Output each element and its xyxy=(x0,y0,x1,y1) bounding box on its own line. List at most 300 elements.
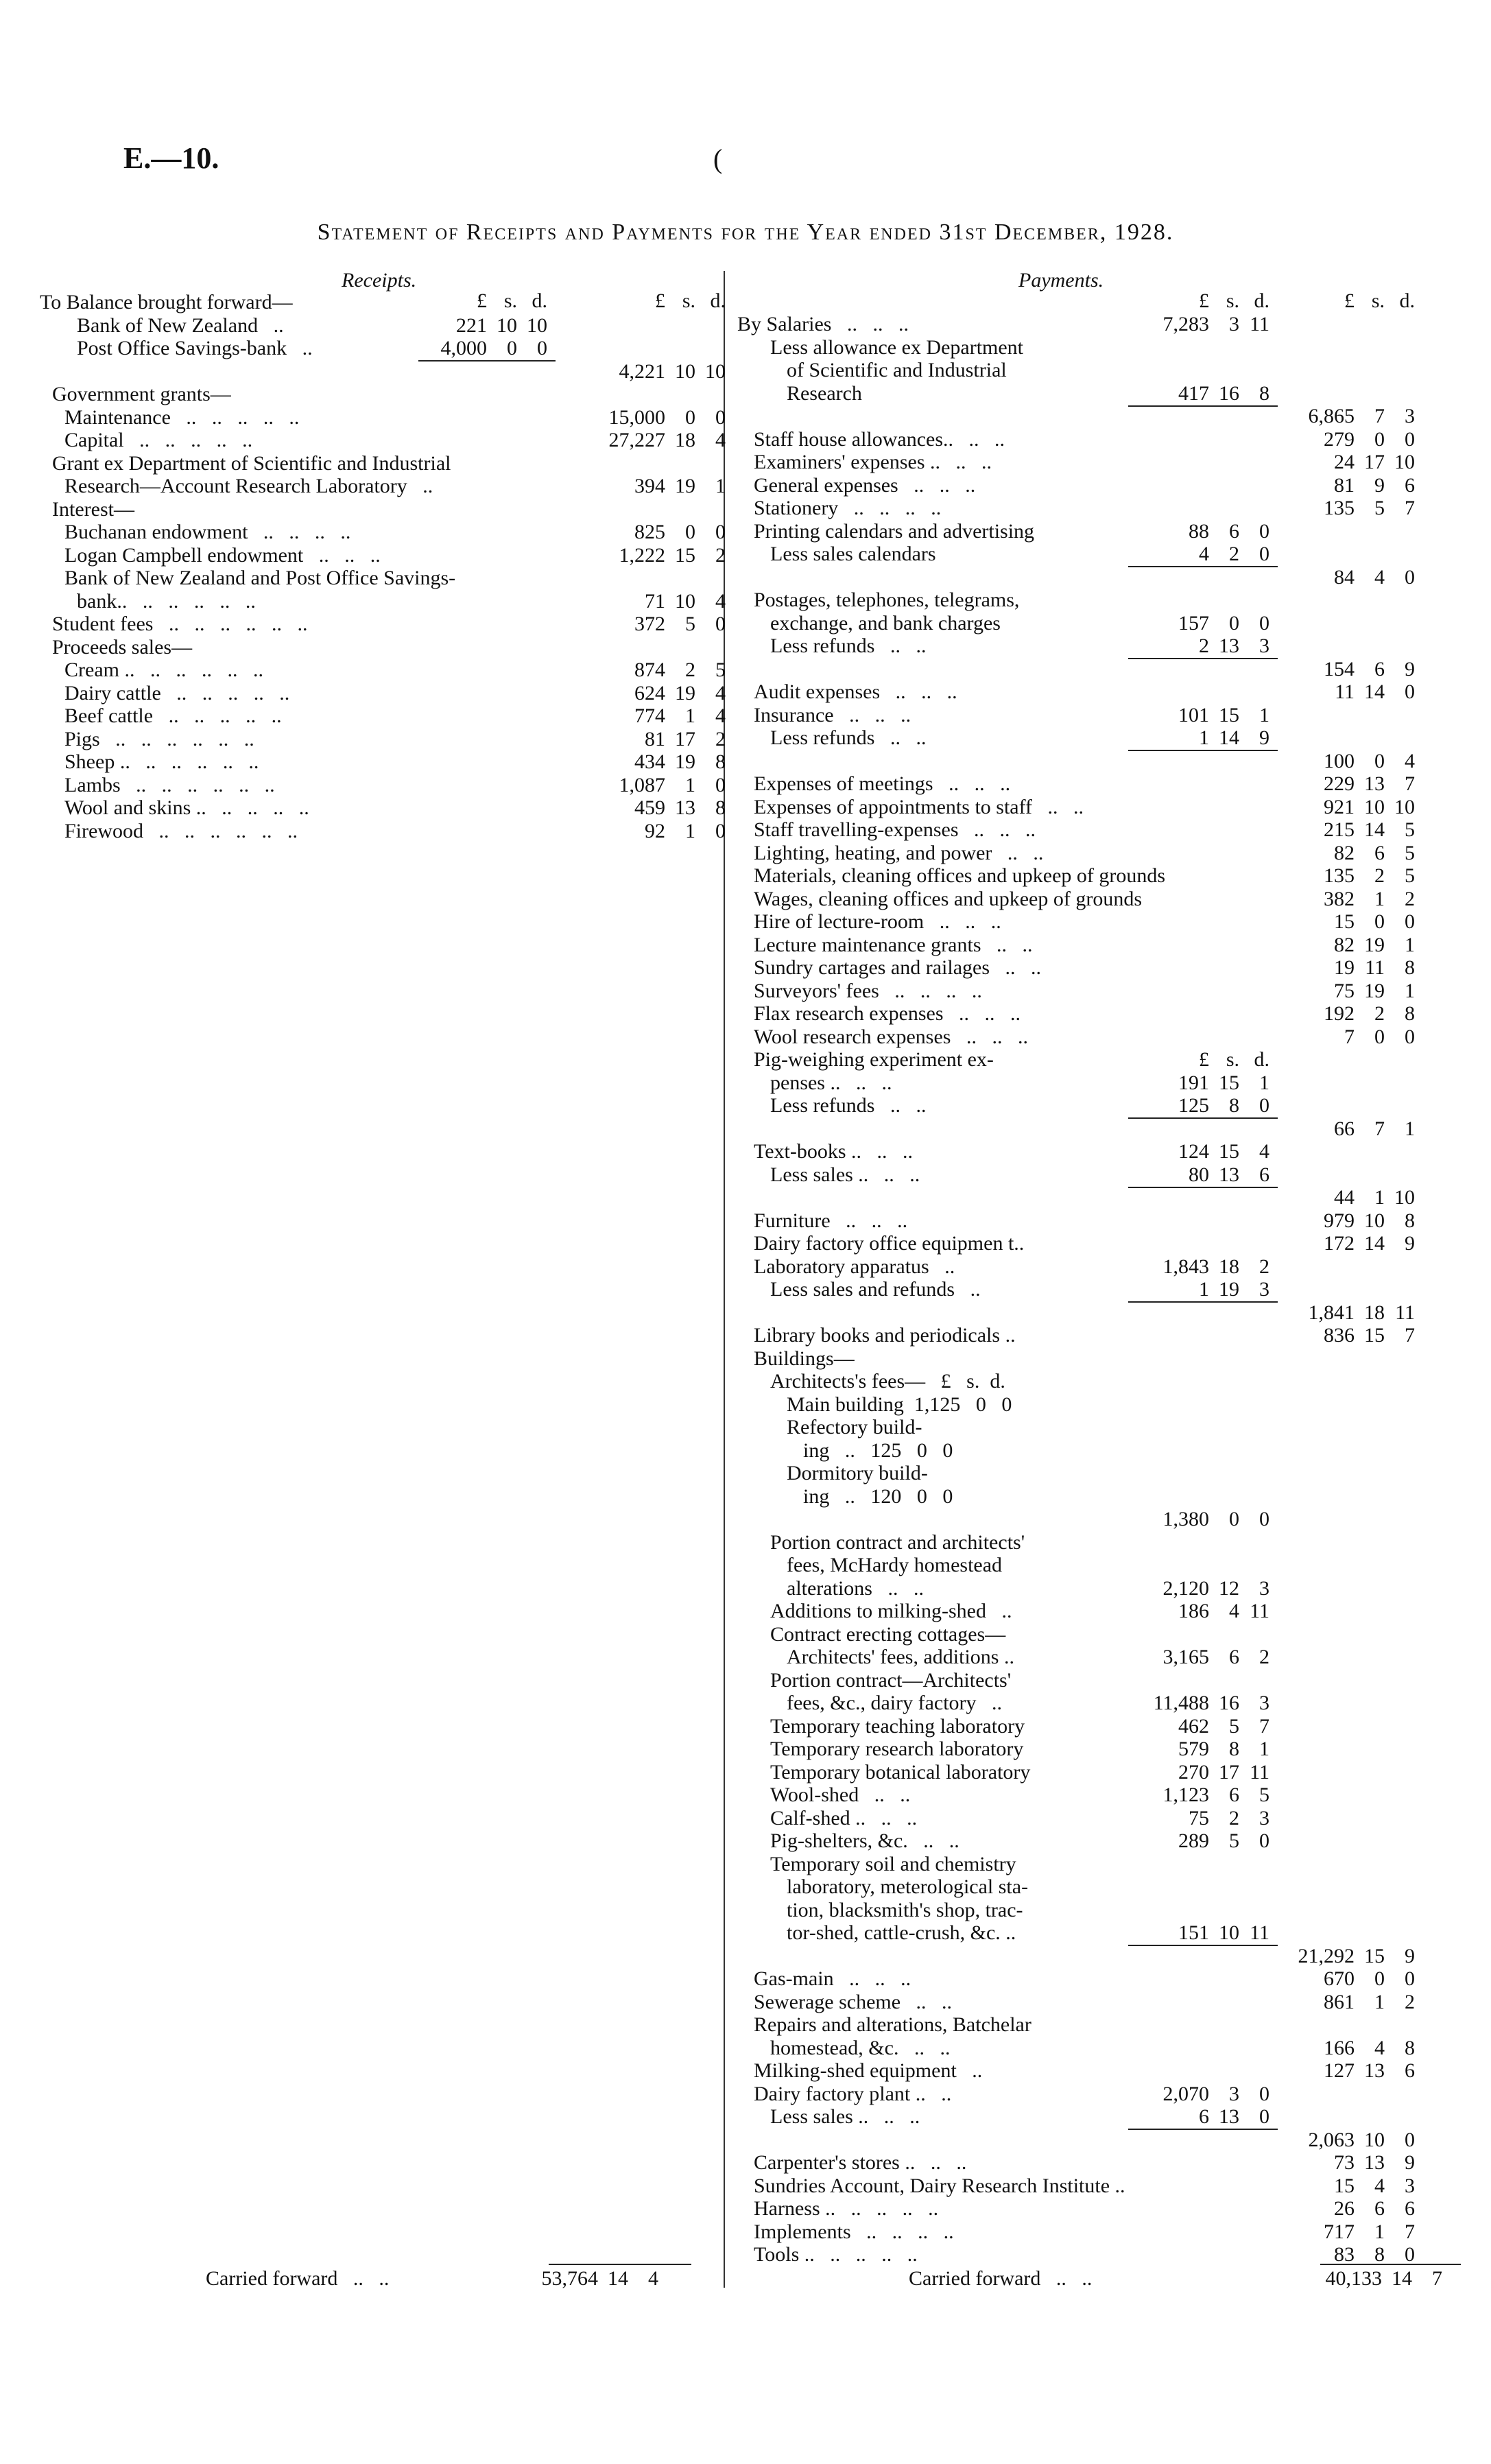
payments-shillings: 5 xyxy=(1374,497,1385,519)
payments-pounds: 75 xyxy=(1189,1806,1209,1829)
receipts-row-label: Dairy cattle .. .. .. .. .. xyxy=(64,681,290,704)
payments-pounds: 84 xyxy=(1334,565,1355,589)
receipts-carried-forward xyxy=(206,2267,700,2290)
payments-money-header xyxy=(1134,289,1269,313)
payments-row xyxy=(737,1899,1468,1922)
payments-row xyxy=(737,1646,1468,1669)
payments-amount-c2 xyxy=(1279,796,1415,819)
payments-header-unit: £ xyxy=(1344,289,1355,312)
payments-row-label: Less allowance ex Department xyxy=(770,335,1024,359)
receipts-shillings: 15 xyxy=(675,543,695,567)
payments-shillings: 2 xyxy=(1229,1806,1239,1829)
payments-row-label: Temporary research laboratory xyxy=(770,1738,1024,1760)
payments-row xyxy=(737,1807,1468,1830)
report-code: E.—10. xyxy=(123,141,219,175)
receipts-row xyxy=(40,727,726,751)
payments-row-label: fees, McHardy homestead xyxy=(787,1554,1003,1576)
payments-amount-c1 xyxy=(1134,1761,1269,1784)
receipts-pence: 0 xyxy=(715,819,726,842)
payments-row xyxy=(737,980,1468,1003)
payments-amount-c1 xyxy=(1134,1577,1269,1600)
payments-row-label: Less refunds .. .. xyxy=(770,635,927,657)
payments-pounds: 836 xyxy=(1324,1324,1355,1347)
payments-pounds: 6,865 xyxy=(1308,405,1355,427)
receipts-header-unit: d. xyxy=(532,289,547,312)
payments-row xyxy=(737,474,1468,497)
receipts-amount-c2 xyxy=(602,659,726,682)
payments-pounds: 26 xyxy=(1334,2197,1355,2220)
payments-pounds: 15 xyxy=(1334,2174,1355,2197)
payments-shillings: 15 xyxy=(1219,1140,1239,1163)
payments-shillings: 13 xyxy=(1364,2059,1385,2082)
payments-row xyxy=(737,1094,1468,1117)
receipts-pence: 0 xyxy=(715,613,726,635)
payments-row-label: Surveyors' fees .. .. .. .. xyxy=(754,979,982,1002)
payments-row xyxy=(737,864,1468,888)
payments-amount-c2 xyxy=(1279,2037,1415,2060)
payments-row-label: penses .. .. .. xyxy=(770,1071,892,1094)
payments-pence: 7 xyxy=(1405,2220,1415,2243)
receipts-carried-pence: 4 xyxy=(648,2267,658,2290)
payments-pence: 0 xyxy=(1259,1508,1269,1530)
payments-pence: 9 xyxy=(1405,657,1415,680)
receipts-pence: 4 xyxy=(715,704,726,727)
page-mark: ( xyxy=(713,143,723,174)
payments-header-unit: s. xyxy=(1371,289,1385,312)
payments-pence: 0 xyxy=(1259,2082,1269,2105)
receipts-pounds: 372 xyxy=(634,613,665,635)
receipts-shillings: 19 xyxy=(675,475,695,497)
receipts-pounds: 825 xyxy=(634,521,665,543)
payments-pence: 11 xyxy=(1250,1921,1269,1944)
payments-amount-c2 xyxy=(1279,2220,1415,2244)
payments-amount-c2 xyxy=(1279,956,1415,980)
payments-row-label: Temporary botanical laboratory xyxy=(770,1760,1031,1784)
payments-row xyxy=(737,750,1468,773)
payments-amount-c2 xyxy=(1279,2129,1415,2152)
payments-shillings: 3 xyxy=(1229,313,1239,335)
payments-row xyxy=(737,428,1468,451)
payments-amount-c2 xyxy=(1279,2197,1415,2220)
receipts-pounds: 4,000 xyxy=(440,337,487,359)
payments-shillings: 13 xyxy=(1219,635,1239,657)
payments-row xyxy=(737,1967,1468,1991)
receipts-row-label: Wool and skins .. .. .. .. .. xyxy=(64,796,309,819)
payments-pounds: 717 xyxy=(1324,2220,1355,2243)
payments-pence: 0 xyxy=(1405,2128,1415,2151)
payments-shillings: 18 xyxy=(1219,1255,1239,1278)
receipts-shillings: 19 xyxy=(675,681,695,704)
payments-shillings: 4 xyxy=(1374,2174,1385,2197)
receipts-pence: 4 xyxy=(715,681,726,704)
payments-shillings: 6 xyxy=(1374,657,1385,680)
payments-row-label: Gas-main .. .. .. xyxy=(754,1967,911,1990)
payments-pence: 0 xyxy=(1259,1829,1269,1852)
payments-row xyxy=(737,1209,1468,1233)
payments-pounds: 81 xyxy=(1334,473,1355,497)
payments-row xyxy=(737,1577,1468,1600)
receipts-row xyxy=(40,773,726,797)
receipts-row xyxy=(40,636,715,659)
payments-row-label: Carpenter's stores .. .. .. xyxy=(754,2151,967,2174)
receipts-amount-c2 xyxy=(602,475,726,498)
payments-shillings: 15 xyxy=(1364,1944,1385,1967)
payments-pounds: 382 xyxy=(1324,887,1355,910)
payments-row xyxy=(737,1761,1468,1784)
payments-pounds: 75 xyxy=(1334,979,1355,1002)
payments-shillings: 12 xyxy=(1219,1576,1239,1600)
payments-pence: 8 xyxy=(1405,1002,1415,1025)
payments-shillings: 0 xyxy=(1374,427,1385,451)
payments-pounds: 88 xyxy=(1189,519,1209,543)
payments-amount-c2 xyxy=(1279,1967,1415,1991)
payments-pence: 8 xyxy=(1405,1209,1415,1232)
receipts-pence: 2 xyxy=(715,543,726,567)
payments-caption: Payments. xyxy=(1018,269,1104,292)
receipts-shillings: 5 xyxy=(685,613,695,635)
payments-amount-c2 xyxy=(1279,566,1415,589)
receipts-pence: 5 xyxy=(715,659,726,681)
payments-header-unit: d. xyxy=(1254,289,1269,312)
payments-amount-c2 xyxy=(1279,934,1415,957)
payments-pounds: 11 xyxy=(1335,680,1355,703)
receipts-row-label: Grant ex Department of Scientific and Industrial xyxy=(52,451,451,475)
payments-row xyxy=(737,1232,1468,1255)
payments-amount-c1 xyxy=(1134,635,1269,658)
payments-row-label: Main building 1,125 0 0 xyxy=(787,1393,1012,1416)
payments-pence: 9 xyxy=(1405,2151,1415,2174)
receipts-row-label: Beef cattle .. .. .. .. .. xyxy=(64,704,282,727)
payments-pounds: 82 xyxy=(1334,841,1355,864)
payments-shillings: 15 xyxy=(1364,1324,1385,1347)
payments-row xyxy=(737,2037,1468,2060)
receipts-amount-c2 xyxy=(602,774,726,797)
receipts-shillings: 2 xyxy=(685,659,695,681)
payments-shillings: 17 xyxy=(1219,1760,1239,1784)
payments-row xyxy=(737,1140,1468,1163)
payments-row-label: laboratory, meterological sta- xyxy=(787,1875,1029,1898)
payments-row xyxy=(737,2105,1468,2129)
payments-pounds: 1,123 xyxy=(1162,1784,1209,1806)
payments-pence: 0 xyxy=(1405,680,1415,703)
receipts-pounds: 4,221 xyxy=(619,359,665,383)
payments-amount-c2 xyxy=(1279,864,1415,888)
payments-pence: 8 xyxy=(1259,381,1269,405)
payments-row xyxy=(737,612,1468,635)
payments-row xyxy=(737,1048,1468,1071)
payments-shillings: 4 xyxy=(1374,565,1385,589)
receipts-row-label: Government grants— xyxy=(52,383,231,405)
payments-row xyxy=(737,1301,1468,1325)
receipts-shillings: 0 xyxy=(507,337,517,359)
payments-pounds: 279 xyxy=(1324,427,1355,451)
payments-pounds: 83 xyxy=(1334,2243,1355,2266)
receipts-amount-c2 xyxy=(602,521,726,544)
payments-pounds: 127 xyxy=(1324,2059,1355,2082)
payments-row xyxy=(737,313,1468,336)
receipts-shillings: 18 xyxy=(675,429,695,451)
payments-amount-c1 xyxy=(1134,1071,1269,1095)
payments-shillings: 0 xyxy=(1229,1508,1239,1530)
receipts-pence: 0 xyxy=(715,405,726,429)
receipts-row xyxy=(40,589,726,613)
receipts-total-rule xyxy=(549,2264,691,2265)
payments-row-label: fees, &c., dairy factory .. xyxy=(787,1692,1003,1714)
receipts-amount-c1 xyxy=(424,337,547,360)
receipts-row-label: Student fees .. .. .. .. .. .. xyxy=(52,613,308,635)
payments-pence: 7 xyxy=(1405,772,1415,795)
payments-row xyxy=(737,520,1468,543)
payments-row-label: Refectory build- xyxy=(787,1416,922,1438)
payments-amount-c2 xyxy=(1279,2243,1415,2266)
payments-pence: 2 xyxy=(1259,1255,1269,1278)
payments-row-label: Lighting, heating, and power .. .. xyxy=(754,841,1044,864)
payments-pence: 3 xyxy=(1405,2174,1415,2197)
payments-shillings: 0 xyxy=(1374,1967,1385,1990)
payments-row-label: Calf-shed .. .. .. xyxy=(770,1806,918,1829)
payments-row xyxy=(737,1416,1468,1439)
payments-row xyxy=(737,1002,1468,1026)
payments-pence: 8 xyxy=(1405,956,1415,979)
payments-shillings: 2 xyxy=(1374,864,1385,887)
payments-row-label: Less sales calendars xyxy=(770,543,936,565)
receipts-row-label: Firewood .. .. .. .. .. .. xyxy=(64,819,298,842)
payments-pence: 3 xyxy=(1259,1806,1269,1829)
payments-amount-c2 xyxy=(1279,1117,1415,1141)
payments-pence: 0 xyxy=(1405,1967,1415,1990)
payments-shillings: 11 xyxy=(1365,956,1385,979)
payments-row xyxy=(737,1623,1468,1646)
payments-row-label: Buildings— xyxy=(754,1347,855,1370)
payments-pounds: 7 xyxy=(1344,1025,1355,1048)
payments-pence: 6 xyxy=(1405,2059,1415,2082)
receipts-carried-shillings: 14 xyxy=(608,2267,628,2290)
payments-row xyxy=(737,1853,1468,1876)
payments-amount-c1 xyxy=(1134,1600,1269,1623)
payments-carried-forward-label: Carried forward .. .. xyxy=(909,2267,1093,2290)
receipts-row xyxy=(40,291,715,314)
payments-total-rule xyxy=(1320,2264,1461,2265)
payments-row-label: Milking-shed equipment .. xyxy=(754,2059,983,2082)
payments-row-label: General expenses .. .. .. xyxy=(754,473,976,497)
payments-row xyxy=(737,1071,1468,1095)
payments-amount-c1 xyxy=(1134,520,1269,543)
payments-shillings: 1 xyxy=(1374,1186,1385,1209)
receipts-row-label: Research—Account Research Laboratory .. xyxy=(64,475,433,497)
payments-row-label: Wool-shed .. .. xyxy=(770,1784,911,1806)
payments-row xyxy=(737,1508,1468,1531)
payments-shillings: 15 xyxy=(1219,1071,1239,1094)
payments-pence: 3 xyxy=(1405,405,1415,427)
payments-row-label: Pig-shelters, &c. .. .. xyxy=(770,1829,959,1852)
payments-row-label: Architects' fees, additions .. xyxy=(787,1646,1014,1668)
receipts-amount-c2 xyxy=(602,750,726,774)
payments-shillings: 14 xyxy=(1364,1232,1385,1255)
receipts-pounds: 1,087 xyxy=(619,773,665,796)
payments-shillings: 0 xyxy=(1374,749,1385,772)
payments-amount-c2 xyxy=(1279,842,1415,865)
payments-row-label: Flax research expenses .. .. .. xyxy=(754,1002,1021,1025)
payments-row xyxy=(737,2197,1468,2220)
receipts-pounds: 92 xyxy=(645,819,665,842)
payments-row-label: Lecture maintenance grants .. .. xyxy=(754,933,1033,956)
payments-pence: 9 xyxy=(1405,1232,1415,1255)
receipts-row-label: Post Office Savings-bank .. xyxy=(77,337,313,359)
payments-pounds: 24 xyxy=(1334,451,1355,473)
payments-amount-c2 xyxy=(1279,2151,1415,2175)
payments-shillings: 15 xyxy=(1219,703,1239,726)
payments-shillings: 16 xyxy=(1219,1692,1239,1714)
receipts-pence: 1 xyxy=(715,475,726,497)
payments-row xyxy=(737,2129,1468,2152)
receipts-pounds: 874 xyxy=(634,659,665,681)
payments-row-label: of Scientific and Industrial xyxy=(787,359,1007,381)
receipts-shillings: 10 xyxy=(675,589,695,613)
payments-shillings: 14 xyxy=(1364,818,1385,841)
receipts-row xyxy=(40,452,715,475)
payments-row-label: Repairs and alterations, Batchelar xyxy=(754,2013,1031,2036)
payments-row-label: Insurance .. .. .. xyxy=(754,703,911,726)
payments-amount-c1 xyxy=(1134,2083,1269,2106)
payments-row xyxy=(737,1186,1468,1209)
receipts-row-label: To Balance brought forward— xyxy=(40,291,293,313)
receipts-pence: 2 xyxy=(715,727,726,750)
receipts-shillings: 1 xyxy=(685,819,695,842)
receipts-pounds: 81 xyxy=(645,727,665,750)
payments-row xyxy=(737,1278,1468,1301)
payments-row xyxy=(737,2059,1468,2083)
receipts-row xyxy=(40,314,715,337)
payments-pence: 1 xyxy=(1259,1071,1269,1094)
payments-pounds: 270 xyxy=(1178,1760,1209,1784)
payments-shillings: 8 xyxy=(1229,1738,1239,1760)
payments-shillings: 13 xyxy=(1219,2105,1239,2128)
payments-shillings: 19 xyxy=(1364,979,1385,1002)
payments-row-label: Hire of lecture-room .. .. .. xyxy=(754,910,1001,933)
payments-row xyxy=(737,1715,1468,1738)
payments-pounds: 1 xyxy=(1199,1278,1209,1301)
payments-row xyxy=(737,1370,1468,1393)
payments-pounds: 6 xyxy=(1199,2105,1209,2128)
payments-pounds: 157 xyxy=(1178,611,1209,635)
payments-amount-c2 xyxy=(1279,910,1415,934)
payments-row-label: Materials, cleaning offices and upkeep of grounds xyxy=(754,864,1166,887)
payments-carried-forward-amount xyxy=(1307,2267,1442,2290)
payments-amount-c2 xyxy=(1279,658,1415,681)
receipts-shillings: 0 xyxy=(685,405,695,429)
receipts-row xyxy=(40,567,715,590)
payments-row-label: Less sales .. .. .. xyxy=(770,1163,920,1186)
payments-row-label: Pig-weighing experiment ex- xyxy=(754,1048,994,1071)
payments-pounds: 135 xyxy=(1324,864,1355,887)
payments-pence: 0 xyxy=(1405,565,1415,589)
payments-carried-forward xyxy=(909,2267,1471,2290)
receipts-header-unit: d. xyxy=(710,289,726,312)
receipts-row xyxy=(40,383,715,406)
payments-carried-shillings: 14 xyxy=(1392,2267,1412,2290)
receipts-pounds: 624 xyxy=(634,681,665,704)
payments-row xyxy=(737,726,1468,750)
payments-amount-c1 xyxy=(1134,1255,1269,1279)
payments-pence: 3 xyxy=(1259,1278,1269,1301)
payments-carried-pence: 7 xyxy=(1432,2267,1442,2290)
receipts-shillings: 10 xyxy=(497,313,517,337)
payments-row xyxy=(737,704,1468,727)
payments-amount-c1 xyxy=(1134,1921,1269,1945)
payments-pounds: 2,070 xyxy=(1162,2082,1209,2105)
payments-pounds: 19 xyxy=(1334,956,1355,979)
payments-row xyxy=(737,2083,1468,2106)
payments-pounds: 100 xyxy=(1324,749,1355,772)
payments-pence: 0 xyxy=(1259,1094,1269,1117)
payments-pence: 10 xyxy=(1394,1186,1415,1209)
payments-amount-c2 xyxy=(1279,1991,1415,2014)
payments-shillings: s. xyxy=(1226,1048,1239,1071)
receipts-carried-forward-amount xyxy=(535,2267,658,2290)
payments-pounds: 166 xyxy=(1324,2036,1355,2059)
payments-shillings: 6 xyxy=(1229,1646,1239,1668)
payments-pounds: 154 xyxy=(1324,657,1355,680)
payments-shillings: 13 xyxy=(1219,1163,1239,1186)
payments-amount-c1 xyxy=(1134,2105,1269,2129)
payments-amount-c2 xyxy=(1279,1232,1415,1255)
payments-amount-c2 xyxy=(1279,1186,1415,1209)
receipts-row xyxy=(40,337,715,360)
payments-shillings: 10 xyxy=(1364,1209,1385,1232)
payments-row-label: Sundries Account, Dairy Research Institute .. xyxy=(754,2174,1125,2197)
payments-shillings: 13 xyxy=(1364,2151,1385,2174)
payments-row xyxy=(737,451,1468,474)
payments-pence: 1 xyxy=(1405,1117,1415,1140)
payments-row-label: Postages, telephones, telegrams, xyxy=(754,589,1020,611)
payments-amount-c1 xyxy=(1134,1163,1269,1187)
payments-pence: 11 xyxy=(1250,1600,1269,1622)
payments-pence: 3 xyxy=(1259,1576,1269,1600)
payments-shillings: 10 xyxy=(1364,795,1385,818)
payments-row xyxy=(737,2013,1468,2037)
payments-pence: 0 xyxy=(1405,2243,1415,2266)
payments-amount-c1 xyxy=(1134,1508,1269,1531)
payments-amount-c1 xyxy=(1134,612,1269,635)
payments-row xyxy=(737,543,1468,566)
payments-pence: 9 xyxy=(1405,1944,1415,1967)
payments-amount-c1 xyxy=(1134,1278,1269,1301)
payments-row-label: tor-shed, cattle-crush, &c. .. xyxy=(787,1921,1016,1944)
payments-row-label: Staff travelling-expenses .. .. .. xyxy=(754,818,1036,841)
payments-pounds: 172 xyxy=(1324,1232,1355,1255)
payments-row xyxy=(737,1485,1468,1508)
payments-shillings: 7 xyxy=(1374,405,1385,427)
payments-row xyxy=(737,658,1468,681)
payments-amount-c1 xyxy=(1134,1829,1269,1853)
payments-pence: 4 xyxy=(1259,1140,1269,1163)
payments-pence: 5 xyxy=(1259,1784,1269,1806)
payments-pounds: 979 xyxy=(1324,1209,1355,1232)
receipts-row xyxy=(40,681,726,705)
payments-pence: 0 xyxy=(1405,910,1415,933)
payments-row-label: Temporary soil and chemistry xyxy=(770,1852,1016,1875)
payments-shillings: 4 xyxy=(1229,1600,1239,1622)
payments-row-label: Expenses of meetings .. .. .. xyxy=(754,772,1011,795)
receipts-header-unit: s. xyxy=(682,289,695,312)
payments-pounds: 4 xyxy=(1199,543,1209,565)
payments-pence: 5 xyxy=(1405,864,1415,887)
payments-amount-c2 xyxy=(1279,451,1415,474)
payments-shillings: 2 xyxy=(1229,543,1239,565)
payments-pence: 3 xyxy=(1259,1692,1269,1714)
receipts-caption: Receipts. xyxy=(342,269,417,292)
payments-row-label: Sewerage scheme .. .. xyxy=(754,1990,953,2013)
